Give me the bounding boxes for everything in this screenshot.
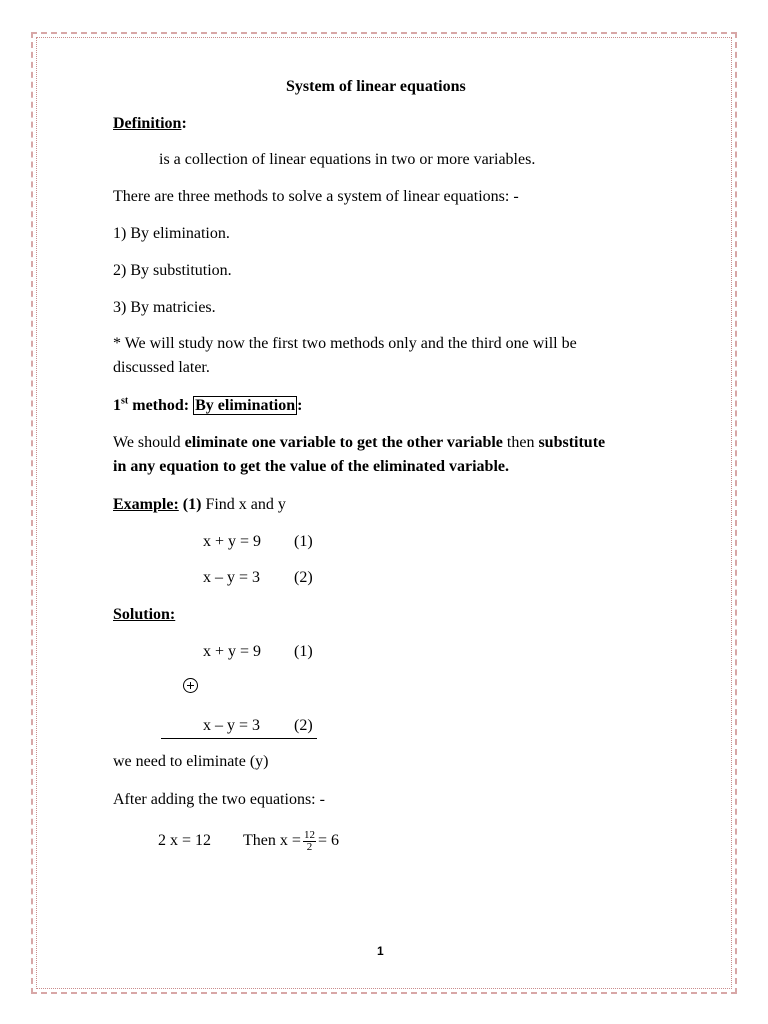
result-fraction [303, 830, 316, 853]
first-method-heading [113, 396, 302, 416]
first-method-sup: st [121, 395, 129, 407]
circled-plus-icon [183, 678, 198, 693]
instruction-line-2: in any equation to get the value of the eliminated variable. [113, 458, 509, 475]
definition-text: is a collection of linear equations in two or more variables. [159, 151, 536, 168]
definition-label: Definition [113, 115, 182, 132]
solution-equation-1: x + y = 9 [203, 643, 262, 660]
eliminate-text: we need to eliminate (y) [113, 753, 269, 770]
result-left: 2 x = 12 [158, 832, 212, 850]
solution-heading: Solution: [113, 606, 176, 623]
solution-equation-2: x – y = 3 [203, 717, 261, 734]
instruction-bold-2: substitute [538, 434, 606, 451]
instruction-line-1 [113, 433, 605, 453]
fraction-denominator: 2 [306, 841, 313, 853]
note-line-2: discussed later. [113, 359, 210, 376]
method-item-3: 3) By matricies. [113, 299, 216, 316]
solution-equation-1-number: (1) [294, 643, 313, 660]
instruction-text-1: We should [113, 434, 185, 451]
example-text: Find x and y [201, 496, 286, 513]
note-line-1: * We will study now the first two methods only and the third one will be [113, 335, 577, 352]
instruction-text-2: then [502, 434, 539, 451]
example-equation-2: x – y = 3 [203, 569, 261, 586]
instruction-bold-1: eliminate one variable to get the other variable [184, 434, 503, 451]
first-method-number: 1 [113, 397, 121, 414]
result-equation [158, 830, 339, 853]
after-adding-text: After adding the two equations: - [113, 791, 325, 808]
definition-colon: : [181, 115, 187, 132]
page-number: 1 [377, 944, 384, 958]
addition-line [161, 738, 317, 739]
example-equation-2-number: (2) [294, 569, 313, 586]
example-equation-1: x + y = 9 [203, 533, 262, 550]
first-method-name: By elimination [195, 397, 296, 414]
methods-intro: There are three methods to solve a system of linear equations: - [113, 188, 519, 205]
definition-heading [113, 114, 187, 134]
example-number: (1) [178, 496, 202, 513]
result-right: = 6 [317, 832, 339, 850]
first-method-suffix: : [297, 397, 303, 414]
example-label: Example: [113, 496, 179, 513]
example-heading [113, 495, 286, 515]
page-title: System of linear equations [286, 78, 466, 95]
result-then: Then x = [243, 832, 301, 850]
solution-equation-2-number: (2) [294, 717, 313, 734]
method-item-2: 2) By substitution. [113, 262, 232, 279]
method-item-1: 1) By elimination. [113, 225, 230, 242]
example-equation-1-number: (1) [294, 533, 313, 550]
fraction-numerator: 12 [303, 829, 315, 841]
first-method-prefix: method: [128, 397, 194, 414]
